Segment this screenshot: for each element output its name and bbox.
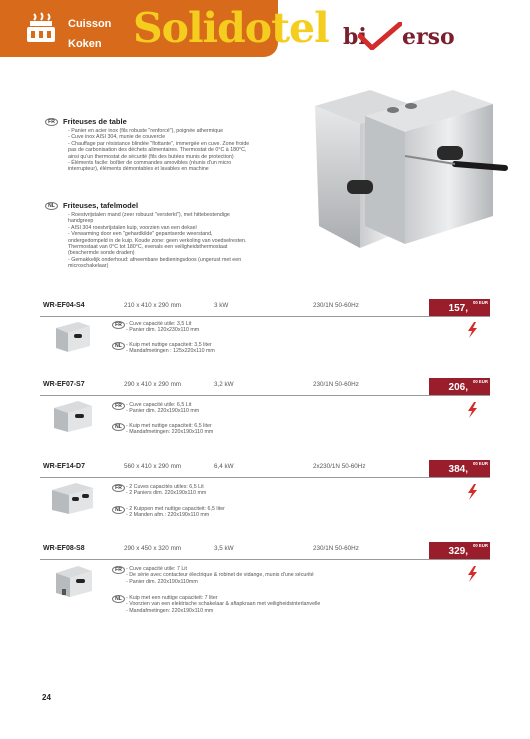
product-voltage: 230/1N 50-60Hz — [313, 381, 359, 388]
product-dimensions: 290 x 410 x 290 mm — [124, 381, 182, 388]
desc-line: pas de carbonisation des déchets alimentaires. Thermostat de 0°C à 180°C, — [68, 147, 247, 154]
product-voltage: 230/1N 50-60Hz — [313, 545, 359, 552]
product-voltage: 2x230/1N 50-60Hz — [313, 463, 366, 470]
desc-line: (beschermde sonde draden) — [68, 250, 135, 257]
fryer-product-image — [305, 76, 510, 266]
double-fryer-thumbnail — [50, 480, 95, 516]
desc-line: - Verwarming door een "gehardkilde" gepantserde weerstand, — [68, 231, 213, 238]
row-divider — [40, 316, 490, 317]
product-ref: WR-EF04-S4 — [43, 302, 85, 309]
flag-fr-badge: FR — [112, 402, 125, 410]
spec-nl — [112, 342, 215, 355]
electric-bolt-icon — [466, 566, 478, 582]
row-divider — [40, 477, 490, 478]
spec-line: - Panier dim. 220x190x110 mm — [126, 408, 200, 415]
section-title-nl-text: Friteuses, tafelmodel — [63, 201, 139, 210]
spec-line: - 2 Manden afm.: 220x190x110 mm — [126, 512, 210, 519]
desc-line: ainsi qu'un thermostat de sécurité (fils des butées munis de protection) — [68, 153, 234, 160]
spec-line: - Cuve capacité utile: 6,5 Lit — [126, 402, 192, 408]
spec-line: - Cuve capacité utile: 3,5 Lit — [126, 321, 192, 327]
description-fr — [68, 128, 313, 173]
product-voltage: 230/1N 50-60Hz — [313, 302, 359, 309]
product-dimensions: 290 x 450 x 320 mm — [124, 545, 182, 552]
desc-line: - Panier en acier inox (fils robuste "renforcé"), poignée athermique — [68, 128, 224, 134]
category-title-nl: Koken — [68, 38, 102, 50]
biverso-logo-bi: bi — [343, 24, 367, 50]
fryer-thumbnail — [50, 318, 95, 354]
spec-line: - De série avec contacteur électrique & robinet de vidange, munis d'une sécurité — [126, 572, 314, 579]
electric-bolt-icon — [466, 484, 478, 500]
flag-fr-badge: FR — [112, 321, 125, 329]
price-currency: 00 EUR — [472, 300, 488, 305]
section-title-fr-text: Friteuses de table — [63, 117, 127, 126]
spec-line: - Panier dim. 220x190x110mm — [126, 578, 198, 585]
spec-fr — [112, 566, 314, 585]
section-title-nl — [45, 201, 138, 210]
spec-fr — [112, 402, 199, 415]
price-value: 329, — [448, 546, 468, 557]
price-value: 157, — [448, 303, 468, 314]
desc-line: handgreep — [68, 218, 94, 225]
price-badge — [429, 378, 490, 395]
flag-fr-badge: FR — [112, 566, 125, 574]
desc-line: - AISI 304 roestvrijstalen kuip, voorzien van een deksel — [68, 224, 197, 231]
desc-line: interrupteur), éléments démontables et lavables en machine — [68, 166, 209, 173]
electric-bolt-icon — [466, 322, 478, 338]
product-ref: WR-EF14-D7 — [43, 463, 86, 470]
price-value: 206, — [448, 382, 468, 393]
flag-fr-badge: FR — [45, 118, 58, 126]
flag-nl-badge: NL — [45, 202, 58, 210]
spec-line: - 2 Cuves capacités utiles: 6,5 Lit — [126, 484, 204, 490]
spec-line: - 2 Kuippen met nuttige capaciteit: 6,5 liter — [126, 506, 225, 512]
spec-line: - Panier dim. 120x230x110 mm — [126, 327, 200, 334]
product-power: 3,2 kW — [214, 381, 234, 388]
spec-fr — [112, 321, 199, 334]
flag-nl-badge: NL — [112, 506, 125, 514]
flag-nl-badge: NL — [112, 342, 125, 350]
product-power: 6,4 kW — [214, 463, 234, 470]
price-badge — [429, 460, 490, 477]
product-ref: WR-EF07-S7 — [43, 381, 85, 388]
biverso-logo-erso: erso — [402, 24, 455, 50]
spec-nl — [112, 423, 213, 436]
section-title-fr — [45, 117, 127, 126]
row-divider — [40, 559, 490, 560]
spec-line: - Kuip met nuttige capaciteit: 3,5 liter — [126, 342, 212, 348]
cooking-icon — [24, 12, 58, 46]
desc-line: microschakelaar) — [68, 263, 109, 270]
spec-line: - 2 Paniers dim. 220x190x110 mm — [126, 490, 207, 497]
desc-line: - Cuve inox AISI 304, munie de couvercle — [68, 134, 166, 141]
price-badge — [429, 542, 490, 559]
spec-line: - Cuve capacité utile: 7 Lit — [126, 566, 187, 572]
desc-line: - Gemakkelijk onderhoud: afneembare bedieningsdoos (ungerust met een — [68, 256, 242, 263]
price-currency: 00 EUR — [472, 379, 488, 384]
spec-line: - Mandafmetingen : 125x220x110 mm — [126, 348, 215, 355]
product-power: 3,5 kW — [214, 545, 234, 552]
product-dimensions: 210 x 410 x 290 mm — [124, 302, 182, 309]
flag-fr-badge: FR — [112, 484, 125, 492]
fryer-thumbnail — [50, 398, 95, 434]
desc-line: Thermostaat van 0°C tot 180°C, evenals een veiligheidsthermostaat — [68, 244, 228, 251]
page-number: 24 — [42, 693, 51, 702]
price-badge — [429, 299, 490, 316]
description-nl — [68, 212, 313, 270]
product-power: 3 kW — [214, 302, 229, 309]
spec-line: - Mandafmetingen: 220x190x110 mm — [126, 429, 214, 436]
desc-line: - Roestvrijstalen mand (zeer robuust "versterkt"), met hittebestendige — [68, 212, 230, 218]
checkmark-logo-icon — [358, 22, 402, 50]
row-divider — [40, 395, 490, 396]
price-currency: 00 EUR — [472, 543, 488, 548]
flag-nl-badge: NL — [112, 423, 125, 431]
product-dimensions: 560 x 410 x 290 mm — [124, 463, 182, 470]
price-currency: 00 EUR — [472, 461, 488, 466]
spec-line: - Mandafmetingen: 220x190x110 mm — [126, 607, 214, 614]
desc-line: - Éléments facile: boîtier de commandes amovibles (réunis d'un micro — [68, 160, 232, 167]
product-ref: WR-EF08-S8 — [43, 545, 85, 552]
flag-nl-badge: NL — [112, 595, 125, 603]
spec-line: - Kuip met nuttige capaciteit: 6,5 liter — [126, 423, 212, 429]
spec-nl — [112, 595, 320, 614]
desc-line: - Chauffage par résistance blindée "flottante", immergée en cuve. Zone froide — [68, 140, 250, 147]
spec-fr — [112, 484, 206, 497]
desc-line: ondergedompeld in de kuip. Koude zone: geen verkoling van voedselresten. — [68, 237, 247, 244]
spec-line: - Voorzien van een elektrische schakelaar & aftapkraan met veiligheidsinterlanvelle — [126, 601, 321, 608]
fryer-with-tap-thumbnail — [50, 563, 95, 599]
category-title-fr: Cuisson — [68, 18, 112, 30]
solidotel-logo: Solidotel — [133, 4, 329, 52]
electric-bolt-icon — [466, 402, 478, 418]
spec-line: - Kuip met een nuttige capaciteit: 7 liter — [126, 595, 218, 601]
price-value: 384, — [448, 464, 468, 475]
spec-nl — [112, 506, 225, 519]
